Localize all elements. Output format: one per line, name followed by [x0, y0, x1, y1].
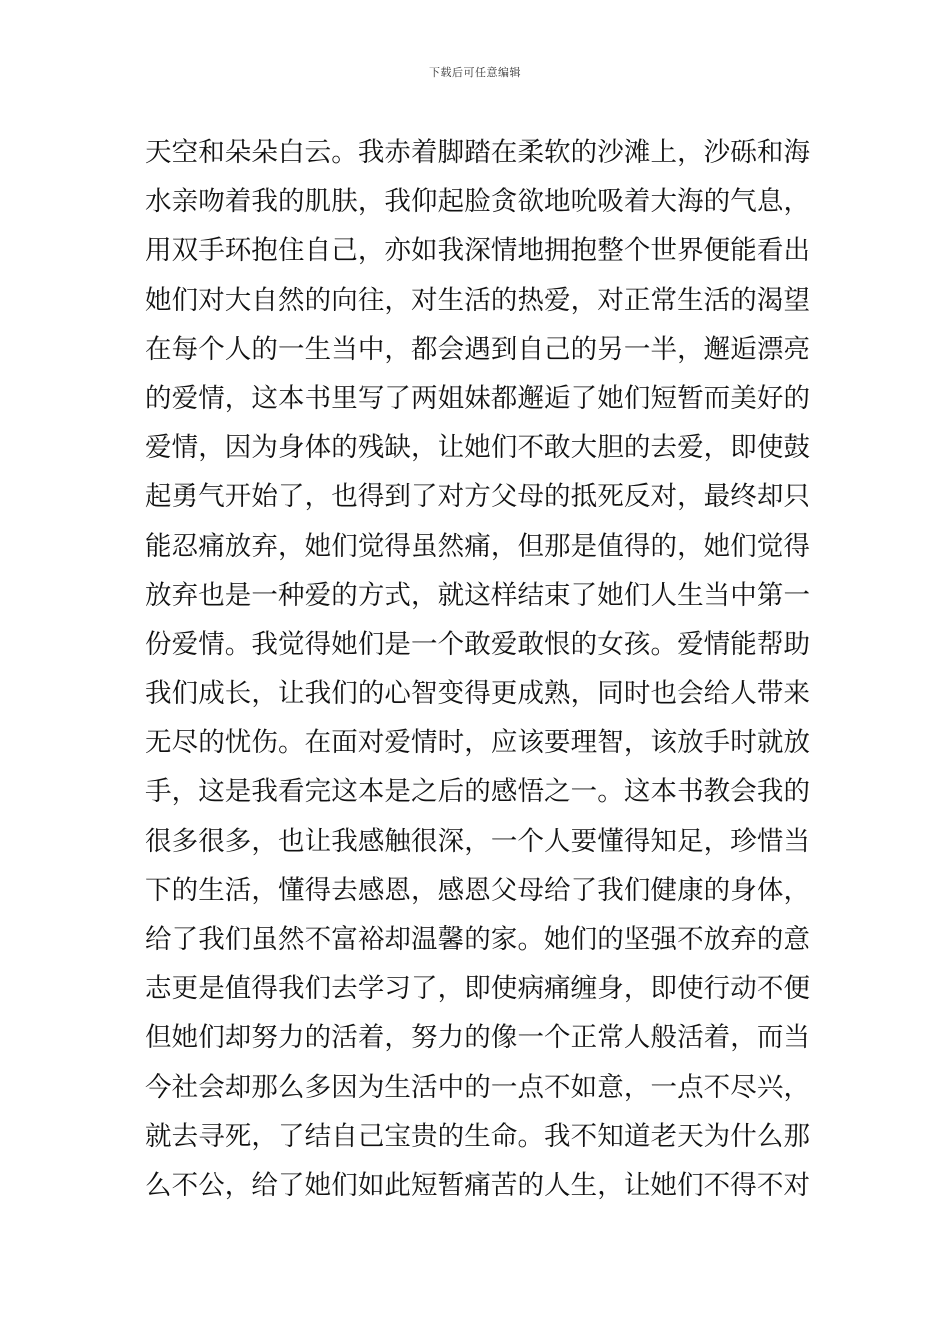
text-line: 无尽的忧伤。在面对爱情时，应该要理智，该放手时就放 [145, 727, 810, 759]
text-line: 很多很多，也让我感触很深，一个人要懂得知足，珍惜当 [145, 825, 810, 857]
text-line: 份爱情。我觉得她们是一个敢爱敢恨的女孩。爱情能帮助 [145, 628, 810, 660]
text-line: 爱情，因为身体的残缺，让她们不敢大胆的去爱，即使鼓 [145, 432, 810, 464]
text-line: 放弃也是一种爱的方式，就这样结束了她们人生当中第一 [145, 579, 810, 611]
text-line: 但她们却努力的活着，努力的像一个正常人般活着，而当 [145, 1022, 810, 1054]
text-line: 在每个人的一生当中，都会遇到自己的另一半，邂逅漂亮 [145, 333, 810, 365]
text-line: 她们对大自然的向往，对生活的热爱，对正常生活的渴望 [145, 284, 810, 316]
page-header: 下载后可任意编辑 [429, 66, 521, 79]
text-line: 能忍痛放弃，她们觉得虽然痛，但那是值得的，她们觉得 [145, 530, 810, 562]
text-line: 天空和朵朵白云。我赤着脚踏在柔软的沙滩上，沙砾和海 [145, 137, 810, 168]
text-line: 用双手环抱住自己，亦如我深情地拥抱整个世界便能看出 [145, 235, 810, 267]
text-line: 手，这是我看完这本是之后的感悟之一。这本书教会我的 [145, 776, 810, 808]
body-paragraph [145, 128, 810, 1210]
text-line: 今社会却那么多因为生活中的一点不如意，一点不尽兴， [145, 1071, 810, 1103]
text-line: 么不公，给了她们如此短暂痛苦的人生，让她们不得不对 [145, 1169, 810, 1201]
text-line: 水亲吻着我的肌肤，我仰起脸贪欲地吮吸着大海的气息， [145, 186, 810, 218]
text-line: 就去寻死，了结自己宝贵的生命。我不知道老天为什么那 [145, 1120, 810, 1152]
text-line: 下的生活，懂得去感恩，感恩父母给了我们健康的身体， [145, 874, 810, 906]
text-line: 我们成长，让我们的心智变得更成熟，同时也会给人带来 [145, 678, 810, 710]
text-line: 起勇气开始了，也得到了对方父母的抵死反对，最终却只 [145, 481, 810, 513]
text-line: 志更是值得我们去学习了，即使病痛缠身，即使行动不便 [145, 973, 810, 1005]
text-line: 的爱情，这本书里写了两姐妹都邂逅了她们短暂而美好的 [145, 382, 810, 414]
text-line: 给了我们虽然不富裕却温馨的家。她们的坚强不放弃的意 [145, 924, 810, 955]
